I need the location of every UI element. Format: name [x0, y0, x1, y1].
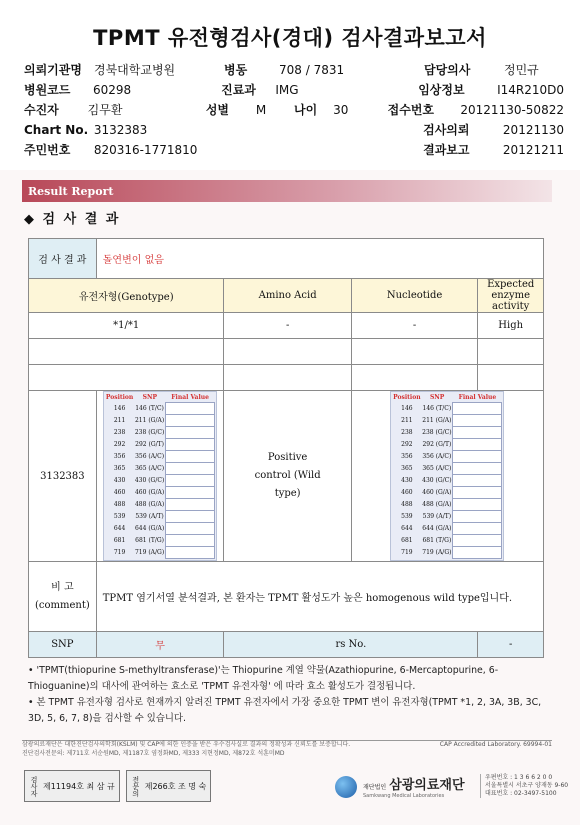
footer-cap: CAP Accredited Laboratory. 69994-01: [439, 741, 552, 748]
snp-position: 356: [113, 453, 126, 460]
value-institution: 경북대학교병원: [94, 63, 176, 77]
snp-position: 644: [113, 525, 126, 532]
section-title: ◆ 검 사 결 과: [24, 212, 121, 227]
snp-position: 292: [113, 441, 126, 448]
stamp-examiner: [24, 770, 120, 802]
org-prefix: 재단법인: [363, 784, 387, 791]
snp-label: SNP: [29, 632, 97, 658]
snp-final-value: [166, 439, 215, 451]
snp-position: 146: [401, 405, 413, 412]
snp-call: 146 (T/C): [422, 405, 452, 412]
snp-final-value: [166, 415, 215, 427]
result-table: [28, 238, 544, 658]
snp-position: 719: [401, 549, 413, 556]
snp-position: 460: [113, 489, 126, 496]
snp-call: 211 (G/A): [422, 417, 452, 424]
snp-row: [105, 415, 215, 427]
snp-call: 644 (G/A): [422, 525, 452, 532]
patient-header: [24, 60, 564, 160]
cell-genotype: *1/*1: [29, 313, 224, 339]
snp-call: 430 (G/C): [422, 477, 452, 484]
org-name: 삼광의료재단: [389, 778, 465, 793]
snp-final-value: [453, 523, 502, 535]
label-report-date: 결과보고: [423, 143, 470, 157]
snp-call: 719 (A/G): [422, 549, 452, 556]
snp-position: 681: [113, 537, 126, 544]
sample-snp-panel: [96, 391, 224, 562]
label-patient: 수진자: [24, 103, 59, 117]
snp-final-value: [166, 403, 215, 415]
snp-row: [105, 499, 215, 511]
snp-row: [105, 427, 215, 439]
cell-nucleotide: -: [351, 313, 478, 339]
contact-postal: 우편번호 : 1 3 6 6 2 0 0: [485, 774, 553, 781]
value-doctor: 정민규: [504, 63, 539, 77]
snp-position: 238: [401, 429, 413, 436]
snp-position: 488: [113, 501, 126, 508]
cell-amino-acid: -: [224, 313, 351, 339]
snp-row: [392, 403, 502, 415]
snp-final-value: [166, 451, 215, 463]
value-sex: M: [255, 103, 267, 117]
snp-final-value: [166, 535, 215, 547]
snp-final-value: [453, 511, 502, 523]
snp-call: 539 (A/T): [135, 513, 164, 520]
value-report-date: 20121211: [502, 143, 564, 157]
snp-row: [392, 535, 502, 547]
label-doctor: 담당의사: [424, 63, 471, 77]
snp-row: [105, 475, 215, 487]
snp-header: Position: [105, 394, 134, 402]
snp-final-value: [453, 451, 502, 463]
stamp-specialist-text: 제266호 조 명 숙: [144, 781, 207, 791]
stamp-examiner-kicker: 검사자: [30, 775, 38, 797]
note-2: • 본 TPMT 유전자형 검사로 현재까지 알려진 TPMT 유전자에서 가장 중요한 TPMT 변이 유전자형(TPMT *1, 2, 3A, 3B, 3C, 3D, 5, 6, 7, 8)을 검사할 수 있습니다.: [28, 697, 542, 724]
snp-row: [105, 463, 215, 475]
snp-call: 460 (G/A): [422, 489, 452, 496]
label-hospital-code: 병원코드: [24, 83, 71, 97]
result-label: 검 사 결 과: [29, 239, 97, 279]
value-age: 30: [333, 103, 349, 117]
snp-position: 211: [401, 417, 413, 424]
contact-phone: 대표번호 : 02-3497-5100: [485, 790, 557, 797]
snp-call: 719 (A/G): [134, 549, 165, 556]
snp-row: [105, 535, 215, 547]
snp-position: 238: [113, 429, 126, 436]
snp-position: 365: [113, 465, 126, 472]
value-department: IMG: [275, 83, 299, 97]
snp-row: [105, 403, 215, 415]
result-value: 돌연변이 없음: [96, 239, 543, 279]
snp-call: 356 (A/C): [422, 453, 452, 460]
snp-final-value: [453, 487, 502, 499]
snp-final-value: [453, 499, 502, 511]
snp-call: 430 (G/C): [134, 477, 165, 484]
snp-row: [392, 439, 502, 451]
snp-position: 539: [113, 513, 126, 520]
snp-final-value: [166, 487, 215, 499]
label-institution: 의뢰기관명: [24, 63, 82, 77]
snp-position: 539: [401, 513, 413, 520]
label-ward: 병동: [224, 63, 248, 77]
comment-label: 비 고 (comment): [29, 562, 97, 632]
globe-icon: [335, 776, 357, 798]
snp-final-value: [453, 427, 502, 439]
label-sex: 성별: [205, 103, 230, 117]
snp-row: [392, 499, 502, 511]
label-clinical-info: 임상정보: [418, 83, 465, 97]
snp-call: 211 (G/A): [134, 417, 165, 424]
footer-specialists: 진단검사전문의: 제711호 서순원MD, 제1187호 염정화MD, 제333 지현정MD, 제872호 석훈미MD: [22, 750, 285, 757]
label-age: 나이: [294, 103, 318, 117]
snp-call: 488 (G/A): [422, 501, 452, 508]
col-nucleotide: Nucleotide: [351, 279, 478, 313]
snp-call: 365 (A/C): [422, 465, 452, 472]
snp-call: 356 (A/C): [135, 453, 165, 460]
value-receipt-no: 20121130-50822: [460, 103, 564, 117]
snp-header: SNP: [142, 394, 157, 402]
snp-final-value: [453, 475, 502, 487]
label-request-date: 검사의뢰: [423, 123, 470, 137]
snp-final-value: [166, 427, 215, 439]
value-patient: 김무환: [87, 103, 123, 117]
label-department: 진료과: [221, 83, 256, 97]
value-resident-no: 820316-1771810: [93, 143, 198, 157]
notes: [28, 663, 548, 727]
footer-text: [22, 740, 552, 758]
snp-header: Final Value: [458, 394, 497, 401]
snp-final-value: [453, 439, 502, 451]
snp-row: [392, 475, 502, 487]
stamp-specialist-kicker: 전문의: [131, 775, 140, 797]
contact-info: [480, 774, 568, 798]
org-name-en: Samkwang Medical Laboratories: [363, 793, 445, 799]
snp-position: 430: [113, 477, 126, 484]
snp-final-value: [453, 547, 502, 559]
snp-final-value: [166, 475, 215, 487]
snp-row: [105, 487, 215, 499]
snp-row: [105, 439, 215, 451]
rs-value: -: [478, 632, 544, 658]
snp-header: SNP: [429, 394, 445, 402]
snp-final-value: [166, 523, 215, 535]
control-snp-panel: [351, 391, 543, 562]
snp-row: [392, 415, 502, 427]
banner-label: Result Report: [28, 185, 114, 198]
snp-header: Final Value: [171, 394, 209, 401]
stamp-examiner-text: 제11194호 최 삼 규: [43, 781, 115, 791]
snp-position: 356: [401, 453, 413, 460]
snp-row: [392, 487, 502, 499]
snp-call: 292 (G/T): [422, 441, 452, 448]
snp-position: 292: [401, 441, 413, 448]
snp-call: 681 (T/G): [135, 537, 164, 544]
snp-call: 292 (G/T): [135, 441, 164, 448]
snp-row: [105, 451, 215, 463]
value-hospital-code: 60298: [92, 83, 132, 97]
snp-row: [392, 451, 502, 463]
snp-row: [105, 523, 215, 535]
footer-certification: 삼광의료재단은 대한진단검사의학회(KSLM) 및 CAP에 의한 인증을 받은 우수검사실로 결과의 정확성과 신뢰도를 보증합니다.: [22, 741, 351, 748]
col-genotype: 유전자형(Genotype): [29, 279, 224, 313]
snp-final-value: [453, 403, 502, 415]
snp-call: 238 (G/C): [134, 429, 165, 436]
org-logo: [335, 774, 465, 799]
snp-call: 365 (A/C): [135, 465, 165, 472]
snp-call: 681 (T/G): [422, 537, 452, 544]
stamp-specialist: [126, 770, 212, 802]
snp-final-value: [453, 463, 502, 475]
snp-position: 365: [401, 465, 413, 472]
snp-row: [392, 511, 502, 523]
snp-final-value: [166, 547, 215, 559]
col-amino-acid: Amino Acid: [224, 279, 351, 313]
control-label: Positive control (Wild type): [224, 391, 351, 562]
snp-row: [392, 547, 502, 559]
sample-id: 3132383: [29, 391, 97, 562]
value-chart-no: 3132383: [93, 123, 148, 137]
value-ward: 708 / 7831: [279, 63, 345, 77]
snp-position: 460: [401, 489, 413, 496]
snp-row: [105, 511, 215, 523]
comment-text: TPMT 염기서열 분석결과, 본 환자는 TPMT 활성도가 높은 homogenous wild type입니다.: [96, 562, 543, 632]
snp-call: 146 (T/C): [135, 405, 164, 412]
label-resident-no: 주민번호: [24, 143, 71, 157]
snp-value: 무: [96, 632, 224, 658]
snp-call: 488 (G/A): [134, 501, 165, 508]
snp-call: 460 (G/A): [134, 489, 165, 496]
snp-position: 681: [401, 537, 413, 544]
snp-row: [392, 463, 502, 475]
snp-header: Position: [393, 394, 421, 402]
snp-position: 488: [401, 501, 413, 508]
col-enzyme-activity: Expected enzyme activity: [478, 279, 544, 313]
snp-final-value: [166, 499, 215, 511]
contact-address: 서울특별시 서초구 양재동 9-60: [485, 782, 569, 789]
snp-call: 644 (G/A): [134, 525, 165, 532]
note-1: • 'TPMT(thiopurine S-methyltransferase)'는 Thiopurine 계열 약물(Azathiopurine, 6-Mercaptopurine, 6-Thioguanine)의 대사에 관여하는 효소로 'TPMT 유전자형' 에 따라 효소 활성도가 결정됩니다.: [28, 665, 499, 692]
value-request-date: 20121130: [502, 123, 564, 137]
label-receipt-no: 접수번호: [387, 103, 435, 117]
stamps: [24, 770, 211, 802]
snp-position: 146: [113, 405, 126, 412]
result-report-banner: [22, 180, 552, 202]
snp-final-value: [453, 535, 502, 547]
snp-position: 211: [113, 417, 126, 424]
label-chart-no: Chart No.: [24, 123, 89, 137]
snp-final-value: [453, 415, 502, 427]
snp-position: 430: [401, 477, 413, 484]
report-title: TPMT 유전형검사(경대) 검사결과보고서: [93, 26, 487, 50]
snp-final-value: [166, 463, 215, 475]
snp-row: [392, 427, 502, 439]
snp-position: 644: [401, 525, 413, 532]
snp-final-value: [166, 511, 215, 523]
snp-call: 238 (G/C): [422, 429, 452, 436]
snp-row: [392, 523, 502, 535]
cell-enzyme-activity: High: [478, 313, 544, 339]
value-clinical-info: I14R210D0: [497, 83, 564, 97]
snp-position: 719: [113, 549, 126, 556]
rs-label: rs No.: [224, 632, 478, 658]
snp-row: [105, 547, 215, 559]
snp-call: 539 (A/T): [422, 513, 452, 520]
